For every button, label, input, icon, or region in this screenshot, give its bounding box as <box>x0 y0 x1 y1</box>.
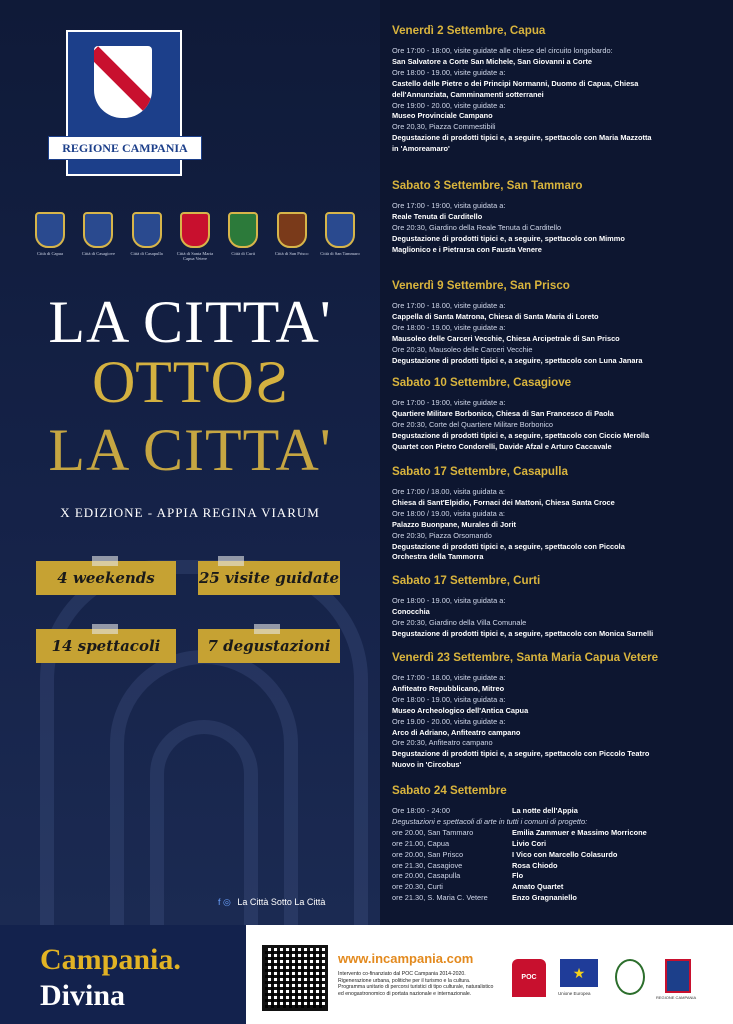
event-title: Sabato 3 Settembre, San Tammaro <box>392 179 583 192</box>
crest-label: Città di Capua <box>37 251 63 256</box>
crest-label: Città di Curti <box>231 251 256 256</box>
event-time: Ore 18:00 - 19.00, visita guidata a: <box>392 596 506 605</box>
event-time: Ore 19:00 - 20.00, visite guidate a: <box>392 100 506 110</box>
crest-san-prisco <box>272 212 312 272</box>
social-label: La Città Sotto La Città <box>237 897 326 907</box>
crest-santa-maria <box>175 212 215 272</box>
event-time: Ore 20:30, Giardino della Villa Comunale <box>392 617 527 627</box>
event-time: Ore 18:00 - 19.00, visite guidate a: <box>392 322 506 332</box>
lineup-row <box>392 861 722 872</box>
event-venue: Conocchia <box>392 606 430 616</box>
brand-line-1: Campania. <box>40 943 181 976</box>
crest-icon <box>277 212 307 248</box>
tag-visite <box>198 561 340 595</box>
event-venue: Degustazione di prodotti tipici e, a seguire, spettacolo con Piccola <box>392 541 625 551</box>
tag-weekends <box>36 561 176 595</box>
event-time: Ore 20:30, Giardino della Reale Tenuta di Carditello <box>392 222 562 232</box>
footer <box>0 925 733 1024</box>
event-time: Ore 20:30, Mausoleo delle Carceri Vecchie <box>392 344 533 354</box>
event-venue: Museo Provinciale Campano <box>392 111 493 121</box>
event-time: Ore 20:30, Corte del Quartiere Militare Borbonico <box>392 419 554 429</box>
event-time: Ore 20:30, Piazza Orsomando <box>392 530 492 540</box>
eu-flag-icon: ★ <box>560 959 598 987</box>
crest-label: Città di Casagiove <box>81 251 115 256</box>
title-line-2 <box>30 349 350 415</box>
event-block <box>392 651 722 771</box>
event-venue: Anfiteatro Repubblicano, Mitreo <box>392 683 505 693</box>
website-link[interactable]: www.incampania.com <box>338 951 474 966</box>
lineup-artist: Flo <box>512 871 524 881</box>
tag-label: 25 visite guidate <box>198 569 340 587</box>
arch-decoration <box>150 720 258 925</box>
event-block <box>392 179 722 256</box>
event-block-final <box>392 784 722 904</box>
event-venue: Degustazione di prodotti tipici e, a seguire, spettacolo con Ciccio Merolla <box>392 430 650 440</box>
brand-line-2: Divina <box>40 979 126 1012</box>
tag-label: 7 degustazioni <box>207 637 331 655</box>
repubblica-emblem-icon <box>615 959 645 995</box>
event-venue: Degustazione di prodotti tipici e, a seguire, spettacolo con Monica Sarnelli <box>392 628 654 638</box>
event-venue: Chiesa di Sant'Elpidio, Fornaci dei Mattoni, Chiesa Santa Croce <box>392 497 615 507</box>
funding-text: Intervento co-finanziato dal POC Campania 2014-2020. Rigenerazione urbana, politiche per il turismo e la cultura. Programma unitario di percorsi turistici di tipo culturale, naturalistico ed enogastronomico di portata nazionale e internazionale. <box>338 971 494 997</box>
event-time: Ore 18:00 - 24:00 <box>392 806 450 815</box>
regione-small-label: REGIONE CAMPANIA <box>656 995 697 1000</box>
shield-icon <box>94 46 152 118</box>
event-time: Ore 20,30, Piazza Commestibili <box>392 122 496 132</box>
lineup-artist: Enzo Gragnaniello <box>512 893 577 903</box>
event-time: Ore 17:00 - 19:00, visita guidata a: <box>392 201 506 210</box>
title-line-2-text: SOTTO <box>91 349 289 415</box>
event-venue: Mausoleo delle Carceri Vecchie, Chiesa Arcipetrale di San Prisco <box>392 333 620 343</box>
lineup-time-place: ore 20.00, Casapulla <box>392 871 461 881</box>
event-title: Sabato 17 Settembre, Curti <box>392 574 541 587</box>
crest-icon <box>132 212 162 248</box>
event-venue: Castello delle Pietre o dei Principi Normanni, Duomo di Capua, Chiesa <box>392 78 639 88</box>
crest-label: Città di Santa Maria Capua Vetere <box>176 251 214 261</box>
event-venue: Orchestra della Tammorra <box>392 552 484 562</box>
brand-block <box>0 925 246 1024</box>
event-title: Sabato 17 Settembre, Casapulla <box>392 465 568 478</box>
eu-label: Unione Europea <box>558 991 591 996</box>
lineup-time-place: ore 21.30, Casagiove <box>392 860 463 870</box>
title-line-3: LA CITTA' <box>48 417 332 483</box>
lineup-artist: Rosa Chiodo <box>512 860 558 870</box>
event-time: Ore 20:30, Anfiteatro campano <box>392 738 493 748</box>
event-venue: dell'Annunziata, Camminamenti sotterranei <box>392 89 544 99</box>
event-title: Venerdì 9 Settembre, San Prisco <box>392 279 570 292</box>
event-time: Ore 17:00 - 18.00, visite guidate a: <box>392 301 506 310</box>
event-title: Venerdì 2 Settembre, Capua <box>392 24 546 37</box>
lineup-artist: I Vico con Marcello Colasurdo <box>512 849 618 859</box>
regione-logo-small <box>665 959 691 993</box>
lineup-row <box>392 850 722 861</box>
event-venue: Degustazione di prodotti tipici e, a seguire, spettacolo con Mimmo <box>392 233 625 243</box>
event-venue: San Salvatore a Corte San Michele, San Giovanni a Corte <box>392 56 593 66</box>
event-venue: Maglionico e i Pietrarsa con Fausta Venere <box>392 244 542 254</box>
qr-code-icon[interactable] <box>262 945 328 1011</box>
title-line-1: LA CITTA' <box>48 289 332 355</box>
crest-curti <box>223 212 263 272</box>
event-time: Ore 18:00 / 19.00, visita guidata a: <box>392 508 505 518</box>
event-note: Degustazioni e spettacoli di arte in tutti i comuni di progetto: <box>392 816 588 826</box>
lineup-time-place: ore 20.00, San Prisco <box>392 849 464 859</box>
event-block <box>392 279 722 366</box>
event-name: La notte dell'Appia <box>512 806 578 815</box>
lineup-row <box>392 893 722 904</box>
crest-icon <box>228 212 258 248</box>
crest-casapulla <box>127 212 167 272</box>
lineup-artist: Livio Cori <box>512 838 547 848</box>
lineup-artist: Emilia Zammuer e Massimo Morricone <box>512 827 647 837</box>
crest-icon <box>83 212 113 248</box>
crest-icon <box>35 212 65 248</box>
crest-icon <box>180 212 210 248</box>
lineup-time-place: ore 21.00, Capua <box>392 838 450 848</box>
lineup-row <box>392 871 722 882</box>
logo-label: REGIONE CAMPANIA <box>48 136 202 160</box>
crest-icon <box>325 212 355 248</box>
edition-subtitle: X EDIZIONE - APPIA REGINA VIARUM <box>60 505 320 520</box>
tag-label: 14 spettacoli <box>51 637 161 655</box>
crest-label: Città di Casapulla <box>130 251 163 256</box>
crest-label: Città di San Prisco <box>274 251 309 256</box>
event-venue: Reale Tenuta di Carditello <box>392 211 483 221</box>
crest-label: Città di San Tammaro <box>320 251 360 256</box>
event-time: Ore 17:00 / 18.00, visita guidata a: <box>392 487 505 496</box>
event-venue: Quartet con Pietro Condorelli, Davide Afzal e Arturo Caccavale <box>392 441 612 451</box>
tag-label: 4 weekends <box>57 569 155 587</box>
event-venue: Cappella di Santa Matrona, Chiesa di Santa Maria di Loreto <box>392 311 599 321</box>
crest-casagiove <box>78 212 118 272</box>
event-time: Ore 17:00 - 18.00, visite guidate a: <box>392 673 506 682</box>
event-time: Ore 18:00 - 19.00, visita guidata a: <box>392 694 506 704</box>
tag-spettacoli <box>36 629 176 663</box>
event-venue: Nuovo in 'Circobus' <box>392 760 462 770</box>
facebook-instagram-icon: f ◎ <box>218 897 231 907</box>
event-venue: Arco di Adriano, Anfiteatro campano <box>392 727 521 737</box>
lineup-time-place: ore 20.00, San Tammaro <box>392 827 474 837</box>
event-time: Ore 17:00 - 19:00, visite guidate a: <box>392 398 506 407</box>
municipality-crests <box>30 212 360 272</box>
event-venue: Quartiere Militare Borbonico, Chiesa di San Francesco di Paola <box>392 408 614 418</box>
event-block <box>392 574 722 640</box>
event-venue: Palazzo Buonpane, Murales di Jorit <box>392 519 517 529</box>
event-title: Sabato 24 Settembre <box>392 784 507 797</box>
regione-campania-logo <box>62 30 188 176</box>
event-title: Venerdì 23 Settembre, Santa Maria Capua Vetere <box>392 651 659 664</box>
event-title: Sabato 10 Settembre, Casagiove <box>392 376 572 389</box>
lineup-time-place: ore 21.30, S. Maria C. Vetere <box>392 893 488 903</box>
event-venue: Degustazione di prodotti tipici e, a seguire, spettacolo con Piccolo Teatro <box>392 749 650 759</box>
event-time: Ore 18:00 - 19.00, visite guidate a: <box>392 67 506 77</box>
crest-san-tammaro <box>320 212 360 272</box>
social-handle[interactable] <box>218 897 325 908</box>
event-block <box>392 465 722 563</box>
event-venue: in 'Amoreamaro' <box>392 144 450 154</box>
lineup-row <box>392 828 722 839</box>
lineup-row <box>392 839 722 850</box>
event-block <box>392 376 722 453</box>
poster-left <box>0 0 380 925</box>
poc-logo: POC <box>512 959 546 997</box>
event-venue: Degustazione di prodotti tipici e, a seguire, spettacolo con Maria Mazzotta <box>392 133 652 143</box>
event-block <box>392 24 722 155</box>
event-venue: Degustazione di prodotti tipici e, a seguire, spettacolo con Luna Janara <box>392 355 643 365</box>
event-time: Ore 19.00 - 20.00, visita guidate a: <box>392 716 506 726</box>
event-time: Ore 17:00 - 18:00, visite guidate alle chiese del circuito longobardo: <box>392 46 613 55</box>
event-venue: Museo Archeologico dell'Antica Capua <box>392 705 529 715</box>
crest-capua <box>30 212 70 272</box>
lineup-artist: Amato Quartet <box>512 882 564 892</box>
tag-degustazioni <box>198 629 340 663</box>
lineup-time-place: ore 20.30, Curti <box>392 882 443 892</box>
lineup-row <box>392 882 722 893</box>
